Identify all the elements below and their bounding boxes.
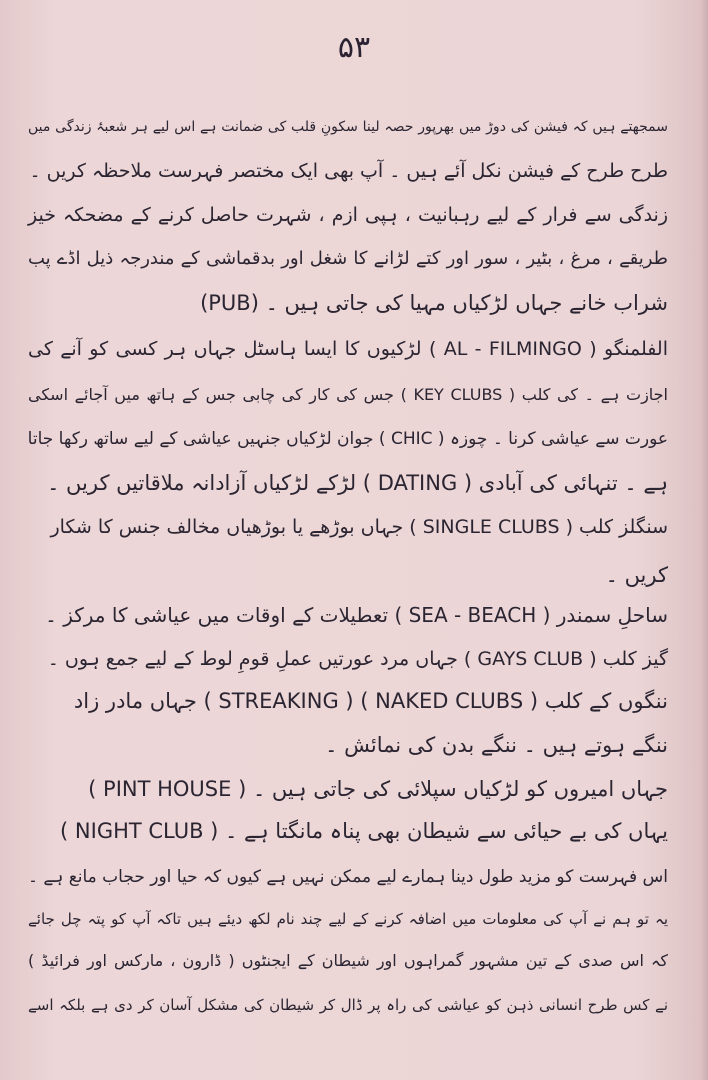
text-line-1: سمجھتے ہیں کہ فیشن کی دوڑ میں بھرپور حصہ لینا سکونِ قلب کی ضمانت ہے اس لیے ہر شعبۂ زندگی میں [28,119,668,135]
text-line-4: طریقے ، مرغ ، بٹیر ، سور اور کتے لڑانے کا شغل اور بدقماشی کے مندرجہ ذیل اڈے پب [28,248,668,269]
text-line-12: ساحلِ سمندر ( SEA - BEACH ) تعطیلات کے اوقات میں عیاشی کا مرکز ۔ [45,603,668,627]
text-line-7: اجازت ہے ۔ کی کلب ( KEY CLUBS ) جس کی کار کی چابی جس کے ہاتھ میں آجائے اسکی [28,385,669,404]
text-line-14: ننگوں کے کلب ( NAKED CLUBS ) ( STREAKING ) جہاں مادر زاد [73,689,668,713]
text-line-5: (PUB) شراب خانے جہاں لڑکیاں مہیا کی جاتی ہیں ۔ [200,291,668,315]
text-line-21: نے کس طرح انسانی ذہن کو عیاشی کی راہ پر ڈال کر شیطان کی مشکل آسان کر دی ہے بلکہ اسے [28,996,668,1014]
text-line-8: عورت سے عیاشی کرنا ۔ چوزہ ( CHIC ) جوان لڑکیاں جنہیں عیاشی کے لیے ساتھ رکھا جاتا [27,429,668,449]
text-line-6: الفلمنگو ( AL - FILMINGO ) لڑکیوں کا ایسا ہاسٹل جہاں ہر کسی کو آنے کی [28,338,668,360]
page-edge-shadow [700,0,708,1080]
text-line-2: طرح طرح کے فیشن نکل آئے ہیں ۔ آپ بھی ایک مختصر فہرست ملاحظہ کریں ۔ [29,160,668,182]
text-line-9: ہے ۔ تنہائی کی آبادی ( DATING ) لڑکے لڑکیاں آزادانہ ملاقاتیں کریں ۔ [47,471,668,495]
text-line-10: سنگلز کلب ( SINGLE CLUBS ) جہاں بوڑھے یا بوڑھیاں مخالف جنس کا شکار [50,516,668,538]
text-line-11: کریں ۔ [605,563,668,587]
text-line-17: ( NIGHT CLUB ) یہاں کی بے حیائی سے شیطان بھی پناہ مانگتا ہے ۔ [60,819,668,843]
text-line-19: یہ تو ہم نے آپ کی معلومات میں اضافہ کرنے کے لیے چند نام لکھ دیئے ہیں تاکہ آپ کو پتہ چل جائے [28,910,668,928]
text-line-16: ( PINT HOUSE ) جہاں امیروں کو لڑکیاں سپلائی کی جاتی ہیں ۔ [88,777,668,801]
text-line-13: گیز کلب ( GAYS CLUB ) جہاں مرد عورتیں عملِ قومِ لوط کے لیے جمع ہوں ۔ [47,648,668,670]
text-line-15: ننگے ہوتے ہیں ۔ ننگے بدن کی نمائش ۔ [325,733,668,757]
page-number: ۵۳ [337,30,371,65]
text-line-3: زندگی سے فرار کے لیے رہبانیت ، ہپی ازم ، شہرت حاصل کرنے کے مضحکہ خیز [28,204,668,226]
text-line-18: اس فہرست کو مزید طول دینا ہمارے لیے ممکن نہیں ہے کیوں کہ حیا اور حجاب مانع ہے ۔ [28,867,668,887]
text-line-20: کہ اس صدی کے تین مشہور گمراہوں اور شیطان کے ایجنٹوں ( ڈارون ، مارکس اور فرائیڈ ) [28,951,668,970]
